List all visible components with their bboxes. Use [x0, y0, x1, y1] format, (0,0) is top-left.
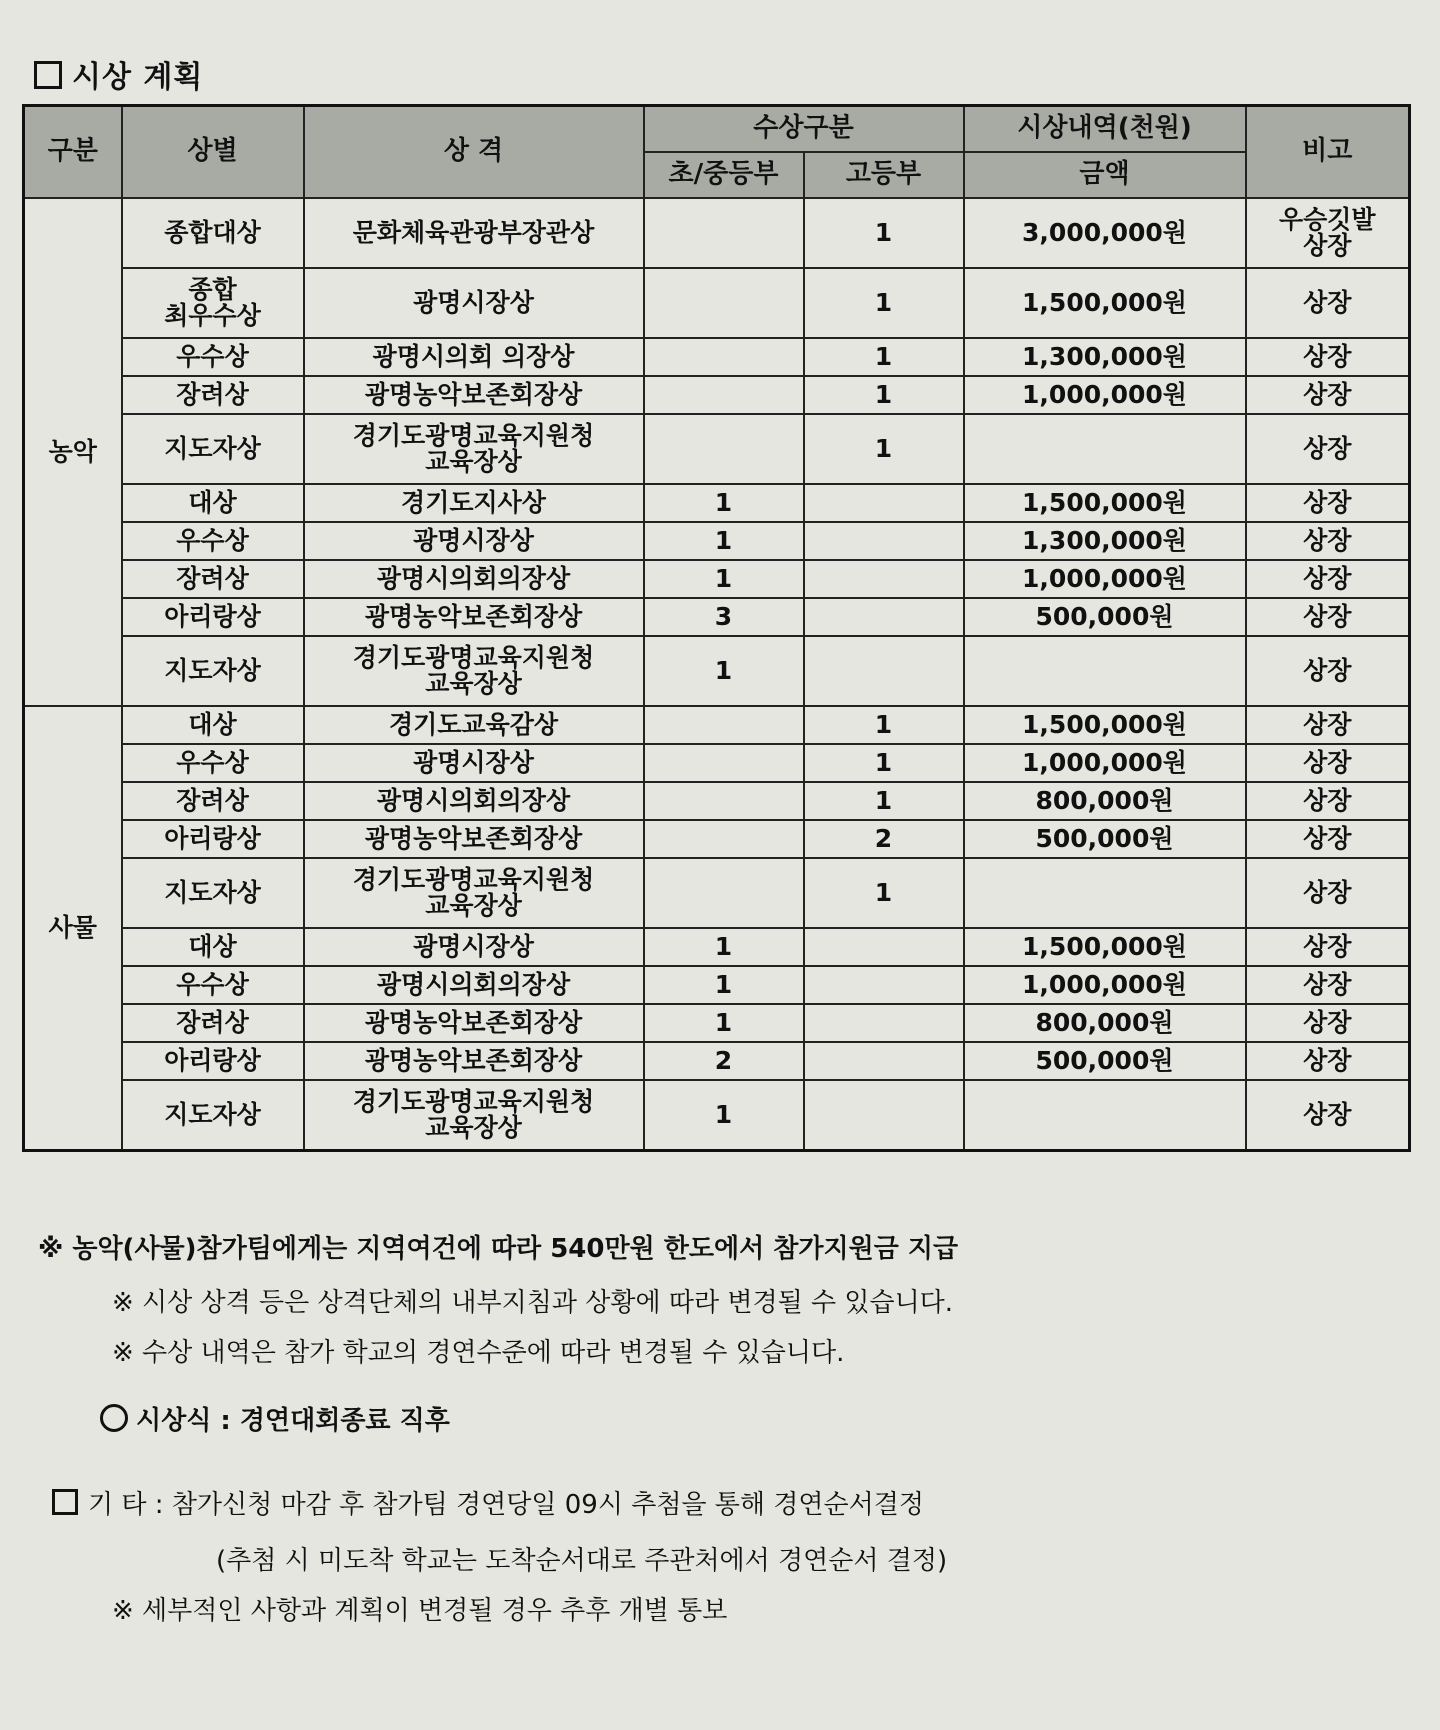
- table-row: [24, 928, 1410, 966]
- section-title-text: 시상 계획: [72, 60, 204, 95]
- award-title-cell: 광명시의회의장상: [304, 560, 644, 598]
- remark-cell: 상장: [1246, 744, 1410, 782]
- award-title-cell: 경기도지사상: [304, 484, 644, 522]
- high-count-cell: [804, 1042, 964, 1080]
- remark-cell: 상장: [1246, 928, 1410, 966]
- award-name-cell: 장려상: [122, 560, 304, 598]
- amount-cell: 1,500,000원: [964, 928, 1246, 966]
- elem-mid-count-cell: 1: [644, 560, 804, 598]
- table-row: [24, 706, 1410, 744]
- award-title-cell: 광명시의회의장상: [304, 966, 644, 1004]
- table-row: [24, 338, 1410, 376]
- amount-cell: 1,300,000원: [964, 522, 1246, 560]
- award-title-cell: 광명시장상: [304, 744, 644, 782]
- amount-cell: 1,500,000원: [964, 706, 1246, 744]
- remark-cell: 상장: [1246, 268, 1410, 338]
- award-name-cell: 장려상: [122, 376, 304, 414]
- remark-cell: 상장: [1246, 636, 1410, 706]
- elem-mid-count-cell: 2: [644, 1042, 804, 1080]
- award-title-cell: 광명농악보존회장상: [304, 1004, 644, 1042]
- high-count-cell: [804, 598, 964, 636]
- amount-cell: 1,000,000원: [964, 560, 1246, 598]
- table-row: [24, 744, 1410, 782]
- elem-mid-count-cell: 1: [644, 636, 804, 706]
- elem-mid-count-cell: 1: [644, 1004, 804, 1042]
- header-prize: 시상내역(천원): [964, 106, 1246, 153]
- award-title-cell: 광명시의회 의장상: [304, 338, 644, 376]
- header-remarks: 비고: [1246, 106, 1410, 199]
- header-division: 수상구분: [644, 106, 964, 153]
- award-table-body: [24, 198, 1410, 1150]
- section-title: [34, 52, 203, 96]
- high-count-cell: 1: [804, 414, 964, 484]
- ceremony-line: [100, 1400, 450, 1437]
- remark-cell: 상장: [1246, 484, 1410, 522]
- table-row: [24, 376, 1410, 414]
- high-count-cell: 1: [804, 744, 964, 782]
- elem-mid-count-cell: [644, 706, 804, 744]
- remark-cell: 상장: [1246, 522, 1410, 560]
- amount-cell: 1,000,000원: [964, 376, 1246, 414]
- remark-cell: 상장: [1246, 820, 1410, 858]
- table-row: [24, 820, 1410, 858]
- table-row: [24, 1080, 1410, 1150]
- elem-mid-count-cell: [644, 414, 804, 484]
- amount-cell: 1,500,000원: [964, 268, 1246, 338]
- award-name-cell: 아리랑상: [122, 1042, 304, 1080]
- elem-mid-count-cell: 1: [644, 928, 804, 966]
- high-count-cell: [804, 1004, 964, 1042]
- elem-mid-count-cell: 1: [644, 484, 804, 522]
- remark-cell: 우승깃발 상장: [1246, 198, 1410, 268]
- table-row: [24, 636, 1410, 706]
- table-row: [24, 560, 1410, 598]
- group-nongak: 농악: [24, 198, 122, 706]
- high-count-cell: 1: [804, 782, 964, 820]
- high-count-cell: [804, 522, 964, 560]
- award-name-cell: 우수상: [122, 522, 304, 560]
- table-row: [24, 858, 1410, 928]
- high-count-cell: [804, 928, 964, 966]
- amount-cell: 500,000원: [964, 598, 1246, 636]
- award-name-cell: 종합 최우수상: [122, 268, 304, 338]
- table-row: [24, 1004, 1410, 1042]
- award-title-cell: 경기도광명교육지원청 교육장상: [304, 414, 644, 484]
- amount-cell: 1,000,000원: [964, 744, 1246, 782]
- etc-sub-line: (추첨 시 미도착 학교는 도착순서대로 주관처에서 경연순서 결정): [216, 1546, 948, 1576]
- elem-mid-count-cell: [644, 782, 804, 820]
- remark-cell: 상장: [1246, 966, 1410, 1004]
- table-row: [24, 966, 1410, 1004]
- table-row: [24, 1042, 1410, 1080]
- table-row: [24, 198, 1410, 268]
- elem-mid-count-cell: 1: [644, 966, 804, 1004]
- remark-cell: 상장: [1246, 1080, 1410, 1150]
- header-high: 고등부: [804, 152, 964, 198]
- remark-cell: 상장: [1246, 1004, 1410, 1042]
- high-count-cell: [804, 966, 964, 1004]
- award-title-cell: 경기도광명교육지원청 교육장상: [304, 636, 644, 706]
- award-name-cell: 지도자상: [122, 414, 304, 484]
- high-count-cell: 1: [804, 376, 964, 414]
- award-name-cell: 지도자상: [122, 636, 304, 706]
- amount-cell: [964, 1080, 1246, 1150]
- elem-mid-count-cell: [644, 338, 804, 376]
- square-bullet-icon: [52, 1489, 78, 1515]
- award-name-cell: 우수상: [122, 744, 304, 782]
- award-title-cell: 경기도교육감상: [304, 706, 644, 744]
- square-bullet-icon: [34, 61, 62, 89]
- award-name-cell: 대상: [122, 928, 304, 966]
- amount-cell: 800,000원: [964, 1004, 1246, 1042]
- award-name-cell: 장려상: [122, 1004, 304, 1042]
- high-count-cell: [804, 1080, 964, 1150]
- header-elem-mid: 초/중등부: [644, 152, 804, 198]
- amount-cell: 1,000,000원: [964, 966, 1246, 1004]
- elem-mid-count-cell: [644, 198, 804, 268]
- header-award-name: 상별: [122, 106, 304, 199]
- award-name-cell: 아리랑상: [122, 598, 304, 636]
- award-title-cell: 광명농악보존회장상: [304, 598, 644, 636]
- award-name-cell: 대상: [122, 484, 304, 522]
- ceremony-text: 시상식 : 경연대회종료 직후: [136, 1406, 450, 1436]
- high-count-cell: 1: [804, 858, 964, 928]
- elem-mid-count-cell: [644, 858, 804, 928]
- etc-text: 기 타 : 참가신청 마감 후 참가팀 경연당일 09시 추첨을 통해 경연순서결정: [88, 1490, 925, 1520]
- elem-mid-count-cell: 3: [644, 598, 804, 636]
- high-count-cell: 1: [804, 706, 964, 744]
- header-category: 구분: [24, 106, 122, 199]
- table-row: [24, 268, 1410, 338]
- table-row: [24, 522, 1410, 560]
- high-count-cell: 1: [804, 198, 964, 268]
- elem-mid-count-cell: 1: [644, 1080, 804, 1150]
- remark-cell: 상장: [1246, 706, 1410, 744]
- remark-cell: 상장: [1246, 598, 1410, 636]
- note-support-fund: ※ 농악(사물)참가팀에게는 지역여건에 따라 540만원 한도에서 참가지원금 지급: [38, 1234, 959, 1264]
- award-name-cell: 아리랑상: [122, 820, 304, 858]
- high-count-cell: 1: [804, 338, 964, 376]
- amount-cell: 500,000원: [964, 820, 1246, 858]
- remark-cell: 상장: [1246, 338, 1410, 376]
- remark-cell: 상장: [1246, 414, 1410, 484]
- award-title-cell: 경기도광명교육지원청 교육장상: [304, 858, 644, 928]
- award-title-cell: 광명시장상: [304, 268, 644, 338]
- high-count-cell: [804, 484, 964, 522]
- award-name-cell: 지도자상: [122, 858, 304, 928]
- award-title-cell: 광명시의회의장상: [304, 782, 644, 820]
- award-title-cell: 광명농악보존회장상: [304, 1042, 644, 1080]
- circle-bullet-icon: [100, 1404, 128, 1432]
- award-title-cell: 경기도광명교육지원청 교육장상: [304, 1080, 644, 1150]
- high-count-cell: 1: [804, 268, 964, 338]
- amount-cell: 1,300,000원: [964, 338, 1246, 376]
- elem-mid-count-cell: [644, 744, 804, 782]
- amount-cell: 800,000원: [964, 782, 1246, 820]
- award-name-cell: 우수상: [122, 338, 304, 376]
- award-title-cell: 문화체육관광부장관상: [304, 198, 644, 268]
- remark-cell: 상장: [1246, 560, 1410, 598]
- elem-mid-count-cell: 1: [644, 522, 804, 560]
- amount-cell: [964, 858, 1246, 928]
- group-samul: 사물: [24, 706, 122, 1150]
- remark-cell: 상장: [1246, 376, 1410, 414]
- amount-cell: 500,000원: [964, 1042, 1246, 1080]
- award-table: [22, 104, 1411, 1152]
- award-title-cell: 광명농악보존회장상: [304, 376, 644, 414]
- elem-mid-count-cell: [644, 376, 804, 414]
- note-result-change: ※ 수상 내역은 참가 학교의 경연수준에 따라 변경될 수 있습니다.: [112, 1338, 845, 1368]
- table-row: [24, 484, 1410, 522]
- award-name-cell: 장려상: [122, 782, 304, 820]
- remark-cell: 상장: [1246, 858, 1410, 928]
- remark-cell: 상장: [1246, 782, 1410, 820]
- header-amount: 금액: [964, 152, 1246, 198]
- note-award-change: ※ 시상 상격 등은 상격단체의 내부지침과 상황에 따라 변경될 수 있습니다.: [112, 1288, 954, 1318]
- etc-line: [52, 1484, 924, 1521]
- amount-cell: 3,000,000원: [964, 198, 1246, 268]
- high-count-cell: [804, 636, 964, 706]
- award-name-cell: 지도자상: [122, 1080, 304, 1150]
- award-name-cell: 우수상: [122, 966, 304, 1004]
- note-individual-notice: ※ 세부적인 사항과 계획이 변경될 경우 추후 개별 통보: [112, 1596, 728, 1626]
- remark-cell: 상장: [1246, 1042, 1410, 1080]
- award-name-cell: 대상: [122, 706, 304, 744]
- elem-mid-count-cell: [644, 820, 804, 858]
- header-award-title: 상 격: [304, 106, 644, 199]
- table-row: [24, 414, 1410, 484]
- amount-cell: 1,500,000원: [964, 484, 1246, 522]
- award-title-cell: 광명시장상: [304, 928, 644, 966]
- award-title-cell: 광명시장상: [304, 522, 644, 560]
- amount-cell: [964, 414, 1246, 484]
- award-name-cell: 종합대상: [122, 198, 304, 268]
- elem-mid-count-cell: [644, 268, 804, 338]
- amount-cell: [964, 636, 1246, 706]
- award-title-cell: 광명농악보존회장상: [304, 820, 644, 858]
- high-count-cell: 2: [804, 820, 964, 858]
- high-count-cell: [804, 560, 964, 598]
- table-row: [24, 782, 1410, 820]
- table-row: [24, 598, 1410, 636]
